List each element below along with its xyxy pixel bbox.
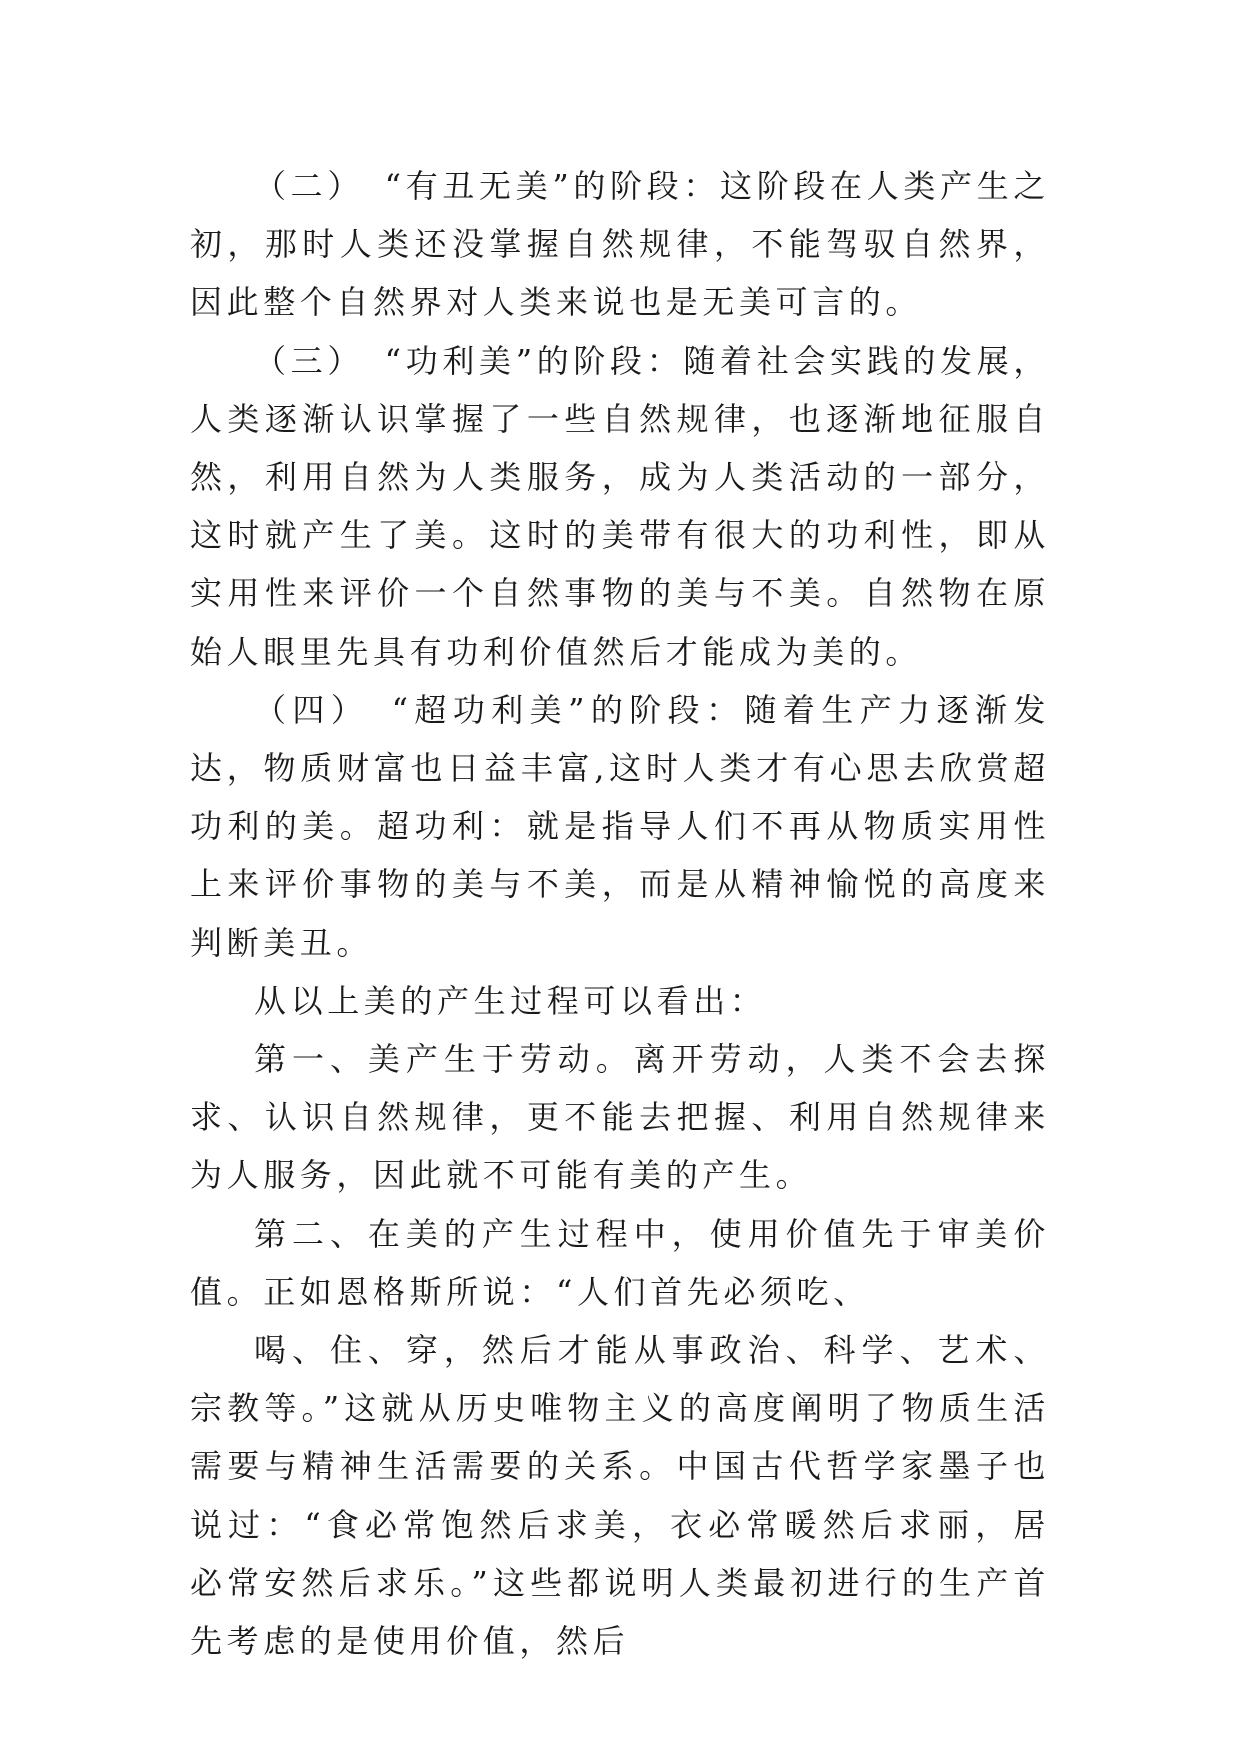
paragraph-stage-four: （四） “超功利美”的阶段：随着生产力逐渐发达，物质财富也日益丰富,这时人类才有心思去欣赏超功利的美。超功利：就是指导人们不再从物质实用性上来评价事物的美与不美，而是从精神愉悦的高度来判断美丑。 — [190, 690, 1050, 962]
paragraph-stage-three: （三） “功利美”的阶段：随着社会实践的发展，人类逐渐认识掌握了一些自然规律，也逐渐地征服自然，利用自然为人类服务，成为人类活动的一部分，这时就产生了美。这时的美带有很大的功利性，即从实用性来评价一个自然事物的美与不美。自然物在原始人眼里先具有功利价值然后才能成为美的。 — [190, 341, 1050, 671]
paragraph-point-one: 第一、美产生于劳动。离开劳动，人类不会去探求、认识自然规律，更不能去把握、利用自然规律来为人服务，因此就不可能有美的产生。 — [190, 1040, 1050, 1195]
paragraph-point-two-continued: 喝、住、穿，然后才能从事政治、科学、艺术、宗教等。”这就从历史唯物主义的高度阐明了物质生活需要与精神生活需要的关系。中国古代哲学家墨子也说过：“食必常饱然后求美，衣必常暖然后求丽，居必常安然后求乐。”这些都说明人类最初进行的生产首先考虑的是使用价值，然后 — [190, 1331, 1050, 1661]
paragraph-stage-two: （二） “有丑无美”的阶段：这阶段在人类产生之初，那时人类还没掌握自然规律，不能驾驭自然界，因此整个自然界对人类来说也是无美可言的。 — [190, 167, 1050, 322]
paragraph-summary-intro: 从以上美的产生过程可以看出： — [254, 981, 767, 1020]
paragraph-point-two: 第二、在美的产生过程中，使用价值先于审美价值。正如恩格斯所说：“人们首先必须吃、 — [190, 1214, 1050, 1311]
document-body — [190, 157, 1050, 1670]
